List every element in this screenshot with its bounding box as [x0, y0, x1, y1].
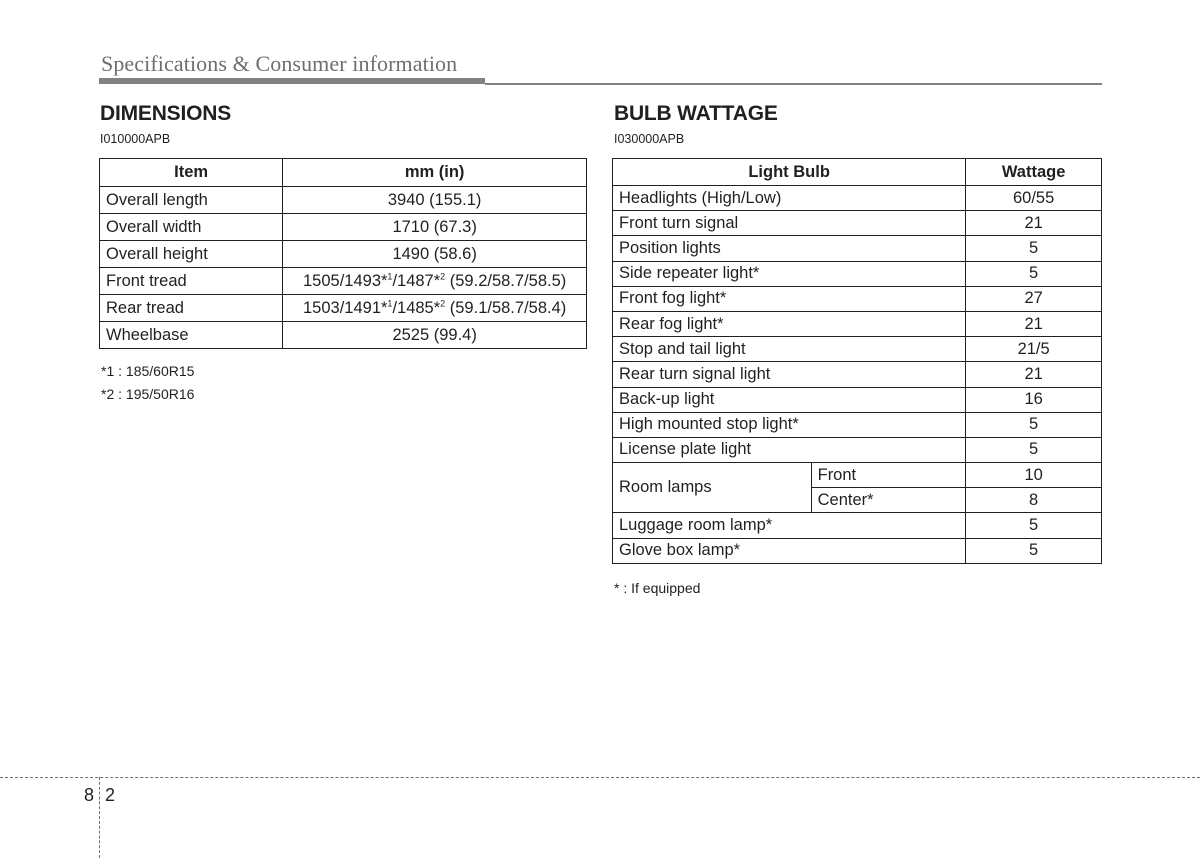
- dimension-item: Rear tread: [100, 295, 283, 322]
- dimensions-title: DIMENSIONS: [100, 102, 232, 125]
- footer-dashed-divider: [99, 777, 100, 858]
- table-row: [613, 211, 1102, 236]
- table-row: [613, 286, 1102, 311]
- value-part: /1487*: [392, 271, 441, 290]
- bulb-name: Stop and tail light: [613, 337, 966, 362]
- table-row: [613, 236, 1102, 261]
- table-row: [613, 513, 1102, 538]
- bulb-wattage: 5: [966, 513, 1102, 538]
- bulb-wattage: 5: [966, 236, 1102, 261]
- bulb-name: Luggage room lamp*: [613, 513, 966, 538]
- bulb-wattage-title: BULB WATTAGE: [614, 102, 778, 125]
- table-row: [613, 261, 1102, 286]
- bulb-header-light: Light Bulb: [613, 159, 966, 186]
- dimension-value: 3940 (155.1): [283, 187, 587, 214]
- value-part: 1503/1491*: [303, 298, 388, 317]
- dimensions-header-item: Item: [100, 159, 283, 187]
- bulb-name: Position lights: [613, 236, 966, 261]
- dimension-value: [283, 295, 587, 322]
- bulb-name: Side repeater light*: [613, 261, 966, 286]
- bulb-wattage-table: [612, 158, 1102, 564]
- bulb-wattage: 16: [966, 387, 1102, 412]
- bulb-name: Front fog light*: [613, 286, 966, 311]
- header-rule-thin: [485, 83, 1102, 85]
- bulb-wattage: 5: [966, 412, 1102, 437]
- footnote-mark: 1: [387, 298, 393, 308]
- table-row: [613, 463, 1102, 488]
- value-part: (59.2/58.7/58.5): [445, 271, 567, 290]
- bulb-name: High mounted stop light*: [613, 412, 966, 437]
- bulb-name: Rear turn signal light: [613, 362, 966, 387]
- room-lamps-name: Room lamps: [613, 463, 812, 513]
- bulb-name: Glove box lamp*: [613, 538, 966, 563]
- dimension-value: [283, 268, 587, 295]
- bulb-wattage: 5: [966, 437, 1102, 462]
- bulb-name: Headlights (High/Low): [613, 186, 966, 211]
- dimension-item: Front tread: [100, 268, 283, 295]
- page-header-title: Specifications & Consumer information: [101, 51, 458, 76]
- table-row: [100, 241, 587, 268]
- dimension-value: 1490 (58.6): [283, 241, 587, 268]
- footnote-mark: 2: [440, 271, 446, 281]
- table-row: [100, 295, 587, 322]
- dimensions-note-2: *2 : 195/50R16: [101, 386, 195, 402]
- page-number: 2: [105, 785, 116, 805]
- table-row: [613, 538, 1102, 563]
- dimension-item: Overall length: [100, 187, 283, 214]
- dimensions-header-value: mm (in): [283, 159, 587, 187]
- table-row: [613, 311, 1102, 336]
- dimension-value: 1710 (67.3): [283, 214, 587, 241]
- bulb-wattage: 27: [966, 286, 1102, 311]
- bulb-wattage: 10: [966, 463, 1102, 488]
- table-row: [613, 362, 1102, 387]
- bulb-name: Front turn signal: [613, 211, 966, 236]
- value-part: 1505/1493*: [303, 271, 388, 290]
- value-part: /1485*: [392, 298, 441, 317]
- dimensions-note-1: *1 : 185/60R15: [101, 363, 195, 379]
- dimensions-code: I010000APB: [100, 132, 171, 146]
- chapter-number: 8: [84, 785, 95, 805]
- bulb-name: Rear fog light*: [613, 311, 966, 336]
- bulb-wattage: 5: [966, 261, 1102, 286]
- room-lamp-sub-name: Center*: [811, 488, 966, 513]
- dimension-item: Overall height: [100, 241, 283, 268]
- table-row: [613, 412, 1102, 437]
- bulb-wattage-note: * : If equipped: [614, 580, 701, 596]
- table-row: [613, 387, 1102, 412]
- bulb-wattage-code: I030000APB: [614, 132, 685, 146]
- footnote-mark: 1: [387, 271, 393, 281]
- bulb-name: License plate light: [613, 437, 966, 462]
- value-part: (59.1/58.7/58.4): [445, 298, 567, 317]
- dimension-value: 2525 (99.4): [283, 322, 587, 349]
- bulb-wattage: 21: [966, 362, 1102, 387]
- table-row: [100, 214, 587, 241]
- bulb-header-row: [613, 159, 1102, 186]
- dimension-item: Overall width: [100, 214, 283, 241]
- footnote-mark: 2: [440, 298, 446, 308]
- table-row: [613, 337, 1102, 362]
- dimensions-table: [99, 158, 587, 349]
- bulb-header-wattage: Wattage: [966, 159, 1102, 186]
- table-row: [100, 268, 587, 295]
- bulb-wattage: 5: [966, 538, 1102, 563]
- header-rule-thick: [99, 78, 485, 84]
- table-row: [613, 437, 1102, 462]
- bulb-name: Back-up light: [613, 387, 966, 412]
- room-lamp-sub-name: Front: [811, 463, 966, 488]
- table-row: [100, 187, 587, 214]
- dimensions-header-row: [100, 159, 587, 187]
- bulb-wattage: 8: [966, 488, 1102, 513]
- table-row: [613, 186, 1102, 211]
- dimension-item: Wheelbase: [100, 322, 283, 349]
- bulb-wattage: 60/55: [966, 186, 1102, 211]
- footer-dashed-rule: [0, 777, 1200, 778]
- bulb-wattage: 21: [966, 211, 1102, 236]
- bulb-wattage: 21: [966, 311, 1102, 336]
- bulb-wattage: 21/5: [966, 337, 1102, 362]
- table-row: [100, 322, 587, 349]
